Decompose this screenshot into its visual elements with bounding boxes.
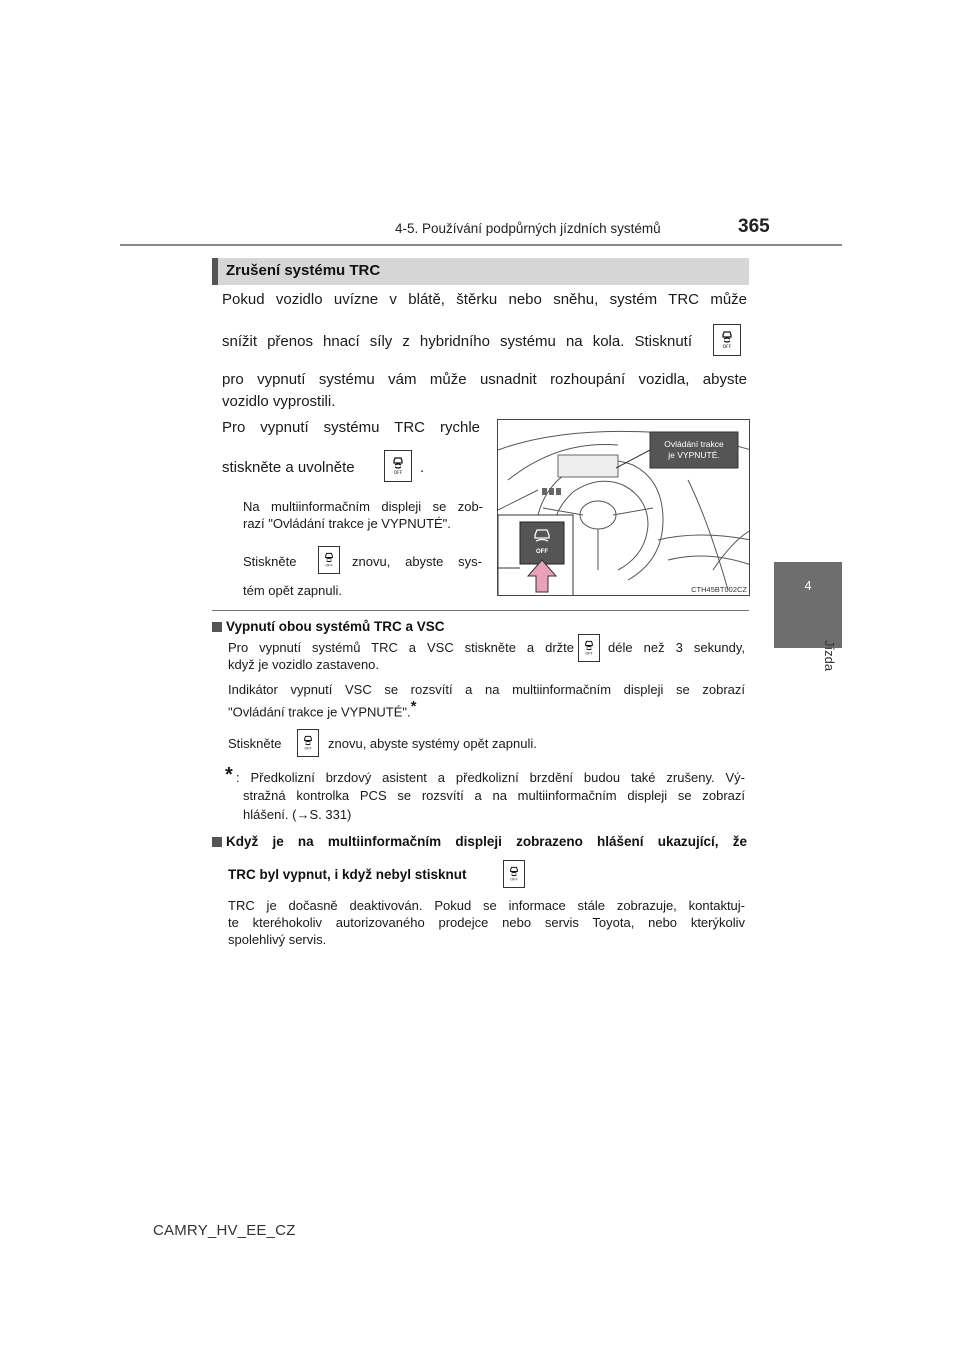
subsection-1-line-5b: znovu, abyste systémy opět zapnuli. — [328, 736, 537, 751]
subsection-1-line-4 — [228, 698, 416, 720]
quick-line-2: stiskněte a uvolněte — [222, 459, 355, 476]
intro-line-3: pro vypnutí systému vám může usnadnit rozhoupání vozidla, abyste — [222, 371, 747, 388]
subsection-2-body-3: spolehlivý servis. — [228, 932, 327, 947]
illustration-button-label: OFF — [536, 549, 548, 555]
chapter-tab — [774, 562, 842, 648]
callout-text-1: Ovládání trakce — [664, 439, 724, 449]
illustration-code: CTH45BT002CZ — [691, 585, 747, 594]
page-number: 365 — [738, 216, 770, 237]
subsection-1-line-1b: déle než 3 sekundy, — [608, 640, 745, 655]
section-heading-bar — [212, 258, 218, 285]
note-line-3a: Stiskněte — [243, 554, 297, 569]
subsection-1-line-5a: Stiskněte — [228, 736, 282, 751]
svg-text:OFF: OFF — [325, 563, 333, 568]
intro-line-2: snížit přenos hnací síly z hybridního systému na kola. Stisknutí — [222, 333, 692, 350]
subsection-2-body-1: TRC je dočasně deaktivován. Pokud se informace stále zobrazuje, kontaktuj- — [228, 898, 745, 913]
footnote-line-1: : Předkolizní brzdový asistent a předkolizní brzdění budou také zrušeny. Vý- — [236, 770, 745, 785]
note-line-1: Na multiinformačním displeji se zob- — [243, 499, 483, 514]
section-heading — [212, 258, 749, 285]
section-divider — [212, 610, 749, 611]
subsection-1-title: Vypnutí obou systémů TRC a VSC — [226, 619, 445, 634]
footer-code: CAMRY_HV_EE_CZ — [153, 1222, 296, 1239]
trc-off-button-icon — [297, 729, 319, 757]
svg-text:OFF: OFF — [585, 651, 593, 656]
subsection-2-title-1: Když je na multiinformačním displeji zobrazeno hlášení ukazující, že — [226, 834, 747, 849]
subsection-2-title-2: TRC byl vypnut, i když nebyl stisknut — [228, 867, 467, 882]
note-line-2: razí "Ovládání trakce je VYPNUTÉ". — [243, 516, 451, 531]
quick-line-period: . — [420, 459, 425, 476]
footnote-mark: * — [225, 764, 233, 786]
intro-line-4: vozidlo vyprostili. — [222, 393, 336, 410]
intro-line-1: Pokud vozidlo uvízne v blátě, štěrku nebo sněhu, systém TRC může — [222, 291, 747, 308]
subsection-2-body-2: te kteréhokoliv autorizovaného prodejce nebo servis Toyota, nebo kterýkoliv — [228, 915, 745, 930]
subsection-2-heading-1 — [212, 834, 747, 849]
footnote-line-2: stražná kontrolka PCS se rozsvítí a na multiinformačním displeji se zobrazí — [243, 788, 745, 803]
quick-line-1: Pro vypnutí systému TRC rychle — [222, 419, 480, 436]
subsection-1-line-2: když je vozidlo zastaveno. — [228, 657, 380, 672]
trc-off-button-icon — [384, 450, 412, 482]
bullet-square-icon — [212, 837, 222, 847]
svg-text:OFF: OFF — [510, 877, 518, 882]
header-title: 4-5. Používání podpůrných jízdních systémů — [395, 221, 661, 236]
chapter-number: 4 — [804, 578, 812, 593]
subsection-1-line-3: Indikátor vypnutí VSC se rozsvítí a na multiinformačním displeji se zobrazí — [228, 682, 745, 697]
svg-text:OFF: OFF — [393, 471, 403, 476]
trc-off-button-icon — [318, 546, 340, 574]
subsection-1-line-1a: Pro vypnutí systémů TRC a VSC stiskněte a držte — [228, 640, 574, 655]
bullet-square-icon — [212, 622, 222, 632]
svg-text:OFF: OFF — [722, 345, 732, 350]
subsection-1-line-4-text: "Ovládání trakce je VYPNUTÉ". — [228, 704, 411, 720]
trc-off-button-icon — [503, 860, 525, 888]
dashboard-illustration — [497, 419, 750, 596]
dashboard-drawing — [498, 420, 750, 596]
section-title: Zrušení systému TRC — [226, 262, 381, 279]
note-line-3b: znovu, abyste sys- — [352, 554, 482, 569]
callout-text-2: je VYPNUTÉ. — [668, 450, 720, 460]
chapter-label: Jízda — [822, 640, 837, 672]
subsection-1-heading — [212, 619, 445, 634]
trc-off-button-icon — [578, 634, 600, 662]
trc-off-button-icon — [713, 324, 741, 356]
note-line-4: tém opět zapnuli. — [243, 583, 343, 598]
footnote-star: * — [410, 698, 417, 715]
header-divider — [120, 244, 842, 246]
svg-text:OFF: OFF — [304, 746, 312, 751]
footnote-line-3: hlášení. (→S. 331) — [243, 807, 352, 822]
